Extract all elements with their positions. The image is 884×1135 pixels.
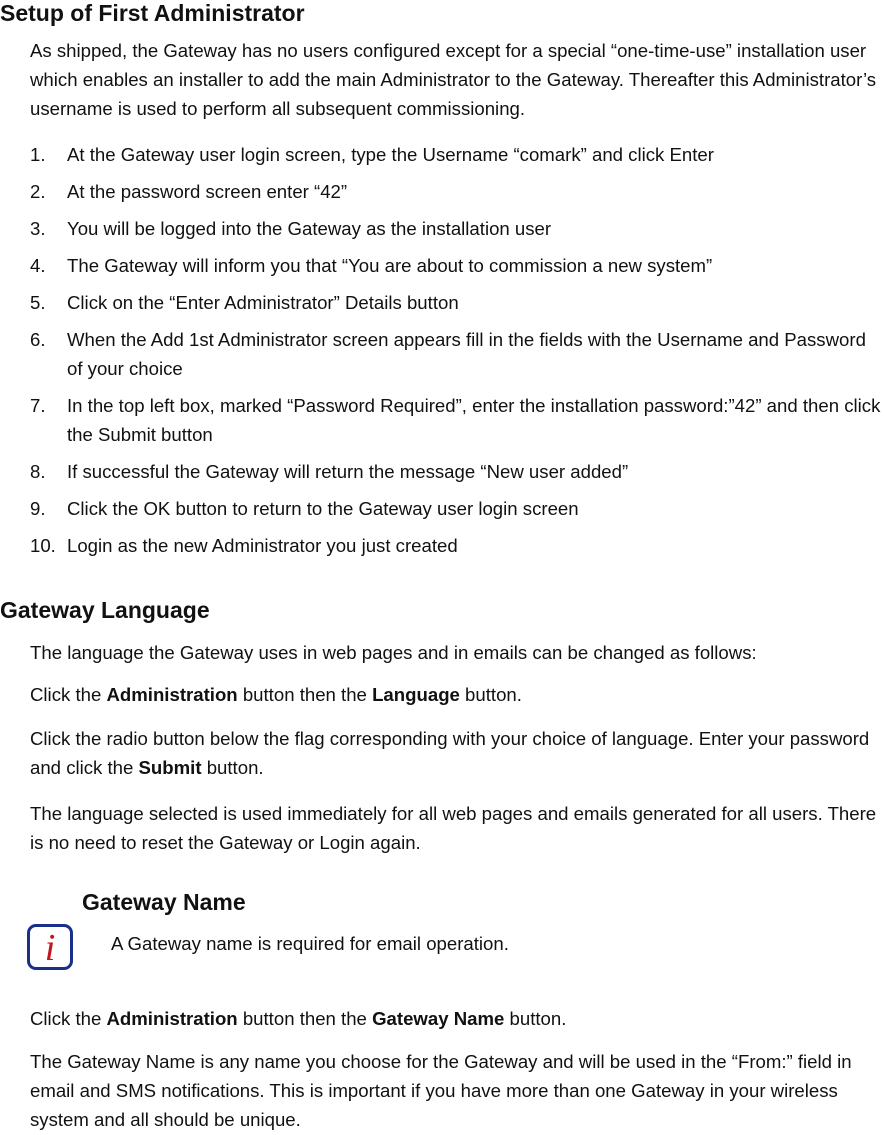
list-item: 7. In the top left box, marked “Password Required”, enter the installation password:”42” and then click the Submit button <box>30 395 881 445</box>
gateway-name-instruction: Click the Administration button then the Gateway Name button. <box>30 1008 567 1029</box>
list-item: 4. The Gateway will inform you that “You are about to commission a new system” <box>30 255 713 276</box>
section-title-first-administrator: Setup of First Administrator <box>0 0 305 26</box>
language-instruction-1: Click the Administration button then the Language button. <box>30 684 522 705</box>
setup-steps-list <box>30 140 882 568</box>
gateway-name-description: The Gateway Name is any name you choose for the Gateway and will be used in the “From:” field in email and SMS notifications. This is important if you have more than one Gateway in your wireless system and all should be unique. <box>30 1051 852 1130</box>
language-intro: The language the Gateway uses in web pages and in emails can be changed as follows: <box>30 642 757 663</box>
language-note: The language selected is used immediately for all web pages and emails generated for all users. There is no need to reset the Gateway or Login again. <box>30 803 877 853</box>
list-item: 3. You will be logged into the Gateway as the installation user <box>30 218 552 239</box>
list-item: 2. At the password screen enter “42” <box>30 181 348 202</box>
list-item: 6. When the Add 1st Administrator screen appears fill in the fields with the Username and Password of your choice <box>30 329 866 379</box>
language-instruction-2: Click the radio button below the flag corresponding with your choice of language. Enter your password and click the Submit button. <box>30 728 870 778</box>
list-item: 5. Click on the “Enter Administrator” Details button <box>30 292 459 313</box>
section-title-gateway-language: Gateway Language <box>0 597 210 623</box>
list-item: 10. Login as the new Administrator you just created <box>30 535 458 556</box>
list-item: 9. Click the OK button to return to the Gateway user login screen <box>30 498 579 519</box>
intro-paragraph: As shipped, the Gateway has no users configured except for a special “one-time-use” installation user which enables an installer to add the main Administrator to the Gateway. Thereafter this Administrator’s username is used to perform all subsequent commissioning. <box>30 40 877 119</box>
info-icon: i <box>27 924 73 970</box>
list-item: 8. If successful the Gateway will return the message “New user added” <box>30 461 629 482</box>
gateway-name-note: A Gateway name is required for email operation. <box>111 933 509 954</box>
list-item: 1. At the Gateway user login screen, type the Username “comark” and click Enter <box>30 144 714 165</box>
section-title-gateway-name: Gateway Name <box>82 889 246 915</box>
